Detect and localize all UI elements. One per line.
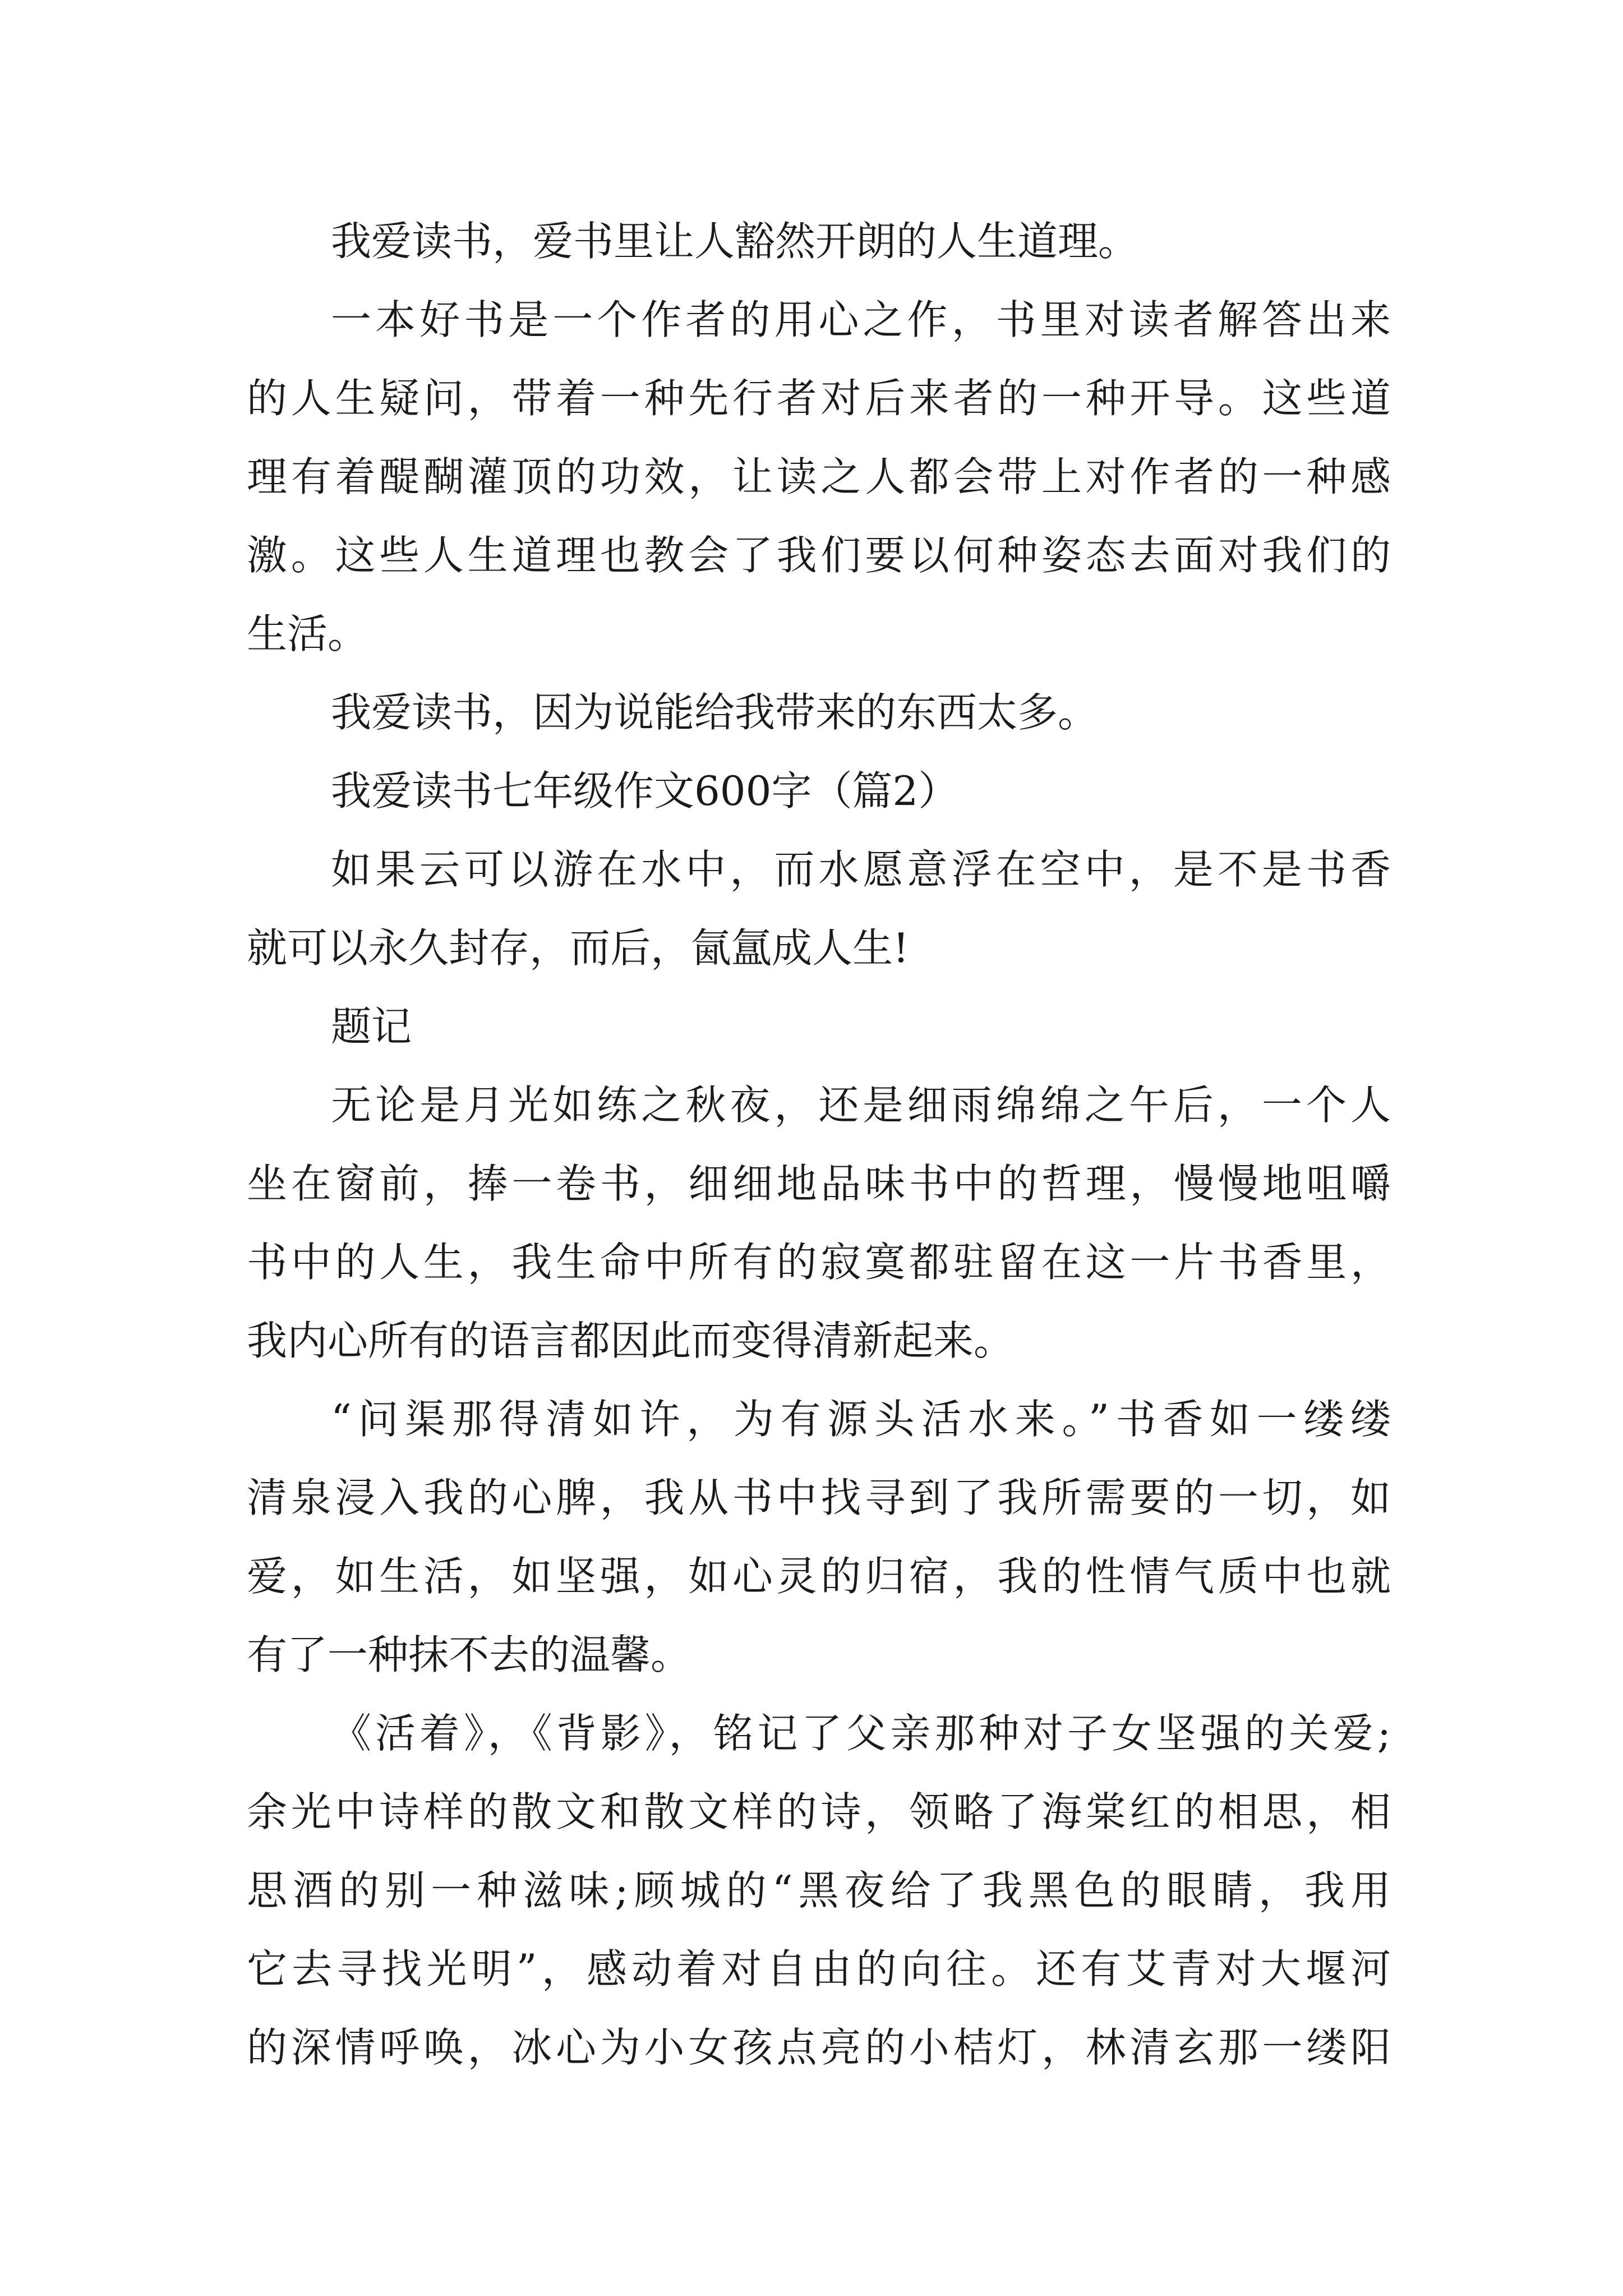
paragraph-line: 激。这些人生道理也教会了我们要以何种姿态去面对我们的 (247, 532, 1391, 579)
paragraph-line: 的人生疑问，带着一种先行者对后来者的一种开导。这些道 (247, 375, 1391, 422)
paragraph-line: 清泉浸入我的心脾，我从书中找寻到了我所需要的一切，如 (247, 1474, 1391, 1521)
paragraph-line: 有了一种抹不去的温馨。 (247, 1631, 691, 1678)
paragraph-line: 如果云可以游在水中，而水愿意浮在空中，是不是书香 (331, 846, 1391, 893)
paragraph-line: 我爱读书，爱书里让人豁然开朗的人生道理。 (331, 218, 1139, 265)
paragraph-line: 一本好书是一个作者的用心之作，书里对读者解答出来 (331, 296, 1391, 343)
paragraph-line: 题记 (331, 1003, 412, 1050)
paragraph-line: 生活。 (247, 610, 368, 657)
paragraph-line: 书中的人生，我生命中所有的寂寞都驻留在这一片书香里， (247, 1239, 1391, 1286)
paragraph-line: “问渠那得清如许，为有源头活水来。”书香如一缕缕 (331, 1396, 1391, 1443)
paragraph-line: 就可以永久封存，而后，氤氲成人生! (247, 924, 909, 972)
paragraph-line: 的深情呼唤，冰心为小女孩点亮的小桔灯，林清玄那一缕阳 (247, 2024, 1391, 2071)
paragraph-line: 坐在窗前，捧一卷书，细细地品味书中的哲理，慢慢地咀嚼 (247, 1160, 1391, 1207)
paragraph-line: 余光中诗样的散文和散文样的诗，领略了海棠红的相思，相 (247, 1788, 1391, 1835)
paragraph-line: 理有着醍醐灌顶的功效，让读之人都会带上对作者的一种感 (247, 453, 1391, 500)
section-heading: 我爱读书七年级作文600字（篇2） (331, 767, 959, 815)
paragraph-line: 爱，如生活，如坚强，如心灵的归宿，我的性情气质中也就 (247, 1553, 1391, 1600)
paragraph-line: 我爱读书，因为说能给我带来的东西太多。 (331, 689, 1099, 736)
paragraph-line: 《活着》，《背影》，铭记了父亲那种对子女坚强的关爱; (331, 1710, 1391, 1757)
paragraph-line: 我内心所有的语言都因此而变得清新起来。 (247, 1317, 1015, 1364)
paragraph-line: 它去寻找光明”，感动着对自由的向往。还有艾青对大堰河 (247, 1945, 1391, 1993)
paragraph-line: 无论是月光如练之秋夜，还是细雨绵绵之午后，一个人 (331, 1082, 1391, 1129)
paragraph-line: 思酒的别一种滋味;顾城的“黑夜给了我黑色的眼睛，我用 (247, 1867, 1391, 1914)
